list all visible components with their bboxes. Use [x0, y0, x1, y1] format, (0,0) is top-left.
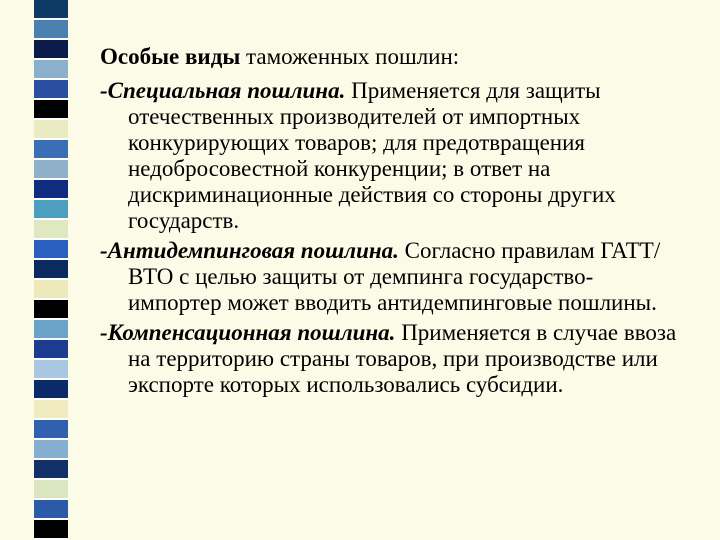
stripe-segment — [34, 500, 68, 520]
item-text: Применяется для защиты отечественных производителей от импортных конкурирующих товаров; для предотвращения недобросовестной конкуренции; в ответ на дискриминационные действия со стороны других государств. — [128, 78, 616, 233]
item-term: -Компенсационная пошлина. — [100, 320, 396, 345]
stripe-segment — [34, 0, 68, 20]
stripe-segment — [34, 60, 68, 80]
slide-title — [100, 44, 680, 70]
item-term: -Специальная пошлина. — [100, 78, 346, 103]
title-rest-part: таможенных пошлин: — [240, 44, 460, 69]
stripe-segment — [34, 520, 68, 540]
stripe-segment — [34, 200, 68, 220]
item-countervailing-duty — [100, 320, 680, 398]
stripe-segment — [34, 140, 68, 160]
stripe-segment — [34, 480, 68, 500]
item-term: -Антидемпинговая пошлина. — [100, 238, 399, 263]
item-special-duty — [100, 78, 680, 234]
stripe-segment — [34, 440, 68, 460]
slide-content — [100, 44, 680, 402]
item-text: Применяется в случае ввоза на территорию страны товаров, при производстве или экспорте которых использовались субсидии. — [128, 320, 677, 397]
decorative-stripe-bar — [34, 0, 68, 540]
item-text: Согласно правилам ГАТТ/ВТО с целью защиты от демпинга государство-импортер может вводить антидемпинговые пошлины. — [128, 238, 661, 315]
stripe-segment — [34, 120, 68, 140]
stripe-segment — [34, 400, 68, 420]
stripe-segment — [34, 20, 68, 40]
stripe-segment — [34, 80, 68, 100]
stripe-segment — [34, 320, 68, 340]
stripe-segment — [34, 220, 68, 240]
stripe-segment — [34, 460, 68, 480]
stripe-segment — [34, 240, 68, 260]
stripe-segment — [34, 180, 68, 200]
stripe-segment — [34, 100, 68, 120]
stripe-segment — [34, 360, 68, 380]
stripe-segment — [34, 340, 68, 360]
stripe-segment — [34, 280, 68, 300]
stripe-segment — [34, 420, 68, 440]
stripe-segment — [34, 40, 68, 60]
stripe-segment — [34, 380, 68, 400]
stripe-segment — [34, 260, 68, 280]
item-antidumping-duty — [100, 238, 680, 316]
stripe-segment — [34, 160, 68, 180]
stripe-segment — [34, 300, 68, 320]
title-bold-part: Особые виды — [100, 44, 241, 69]
